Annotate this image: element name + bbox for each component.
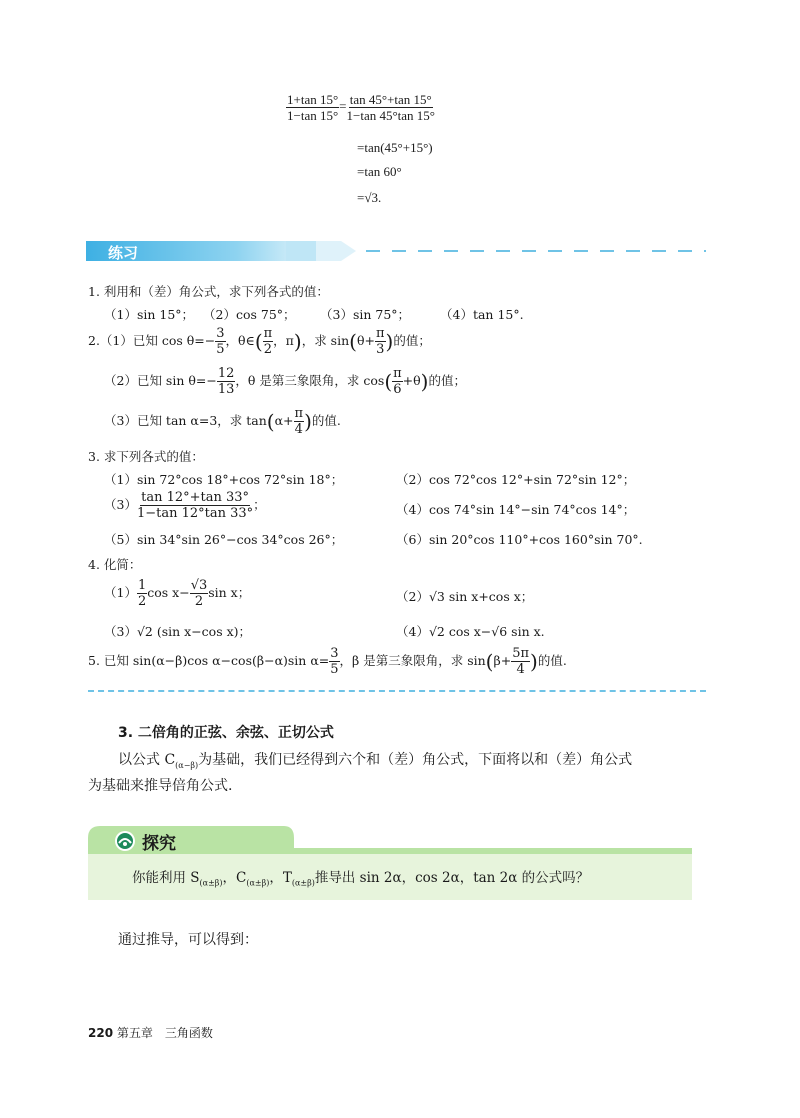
fraction: $\frac{12}{13}$ [217,366,235,397]
question-4-item-4: （4）√2 cos x−√6 sin x. [396,624,545,639]
question-3-item-1: （1）sin 72°cos 18°+cos 72°sin 18°； [104,472,344,487]
section-paragraph-line-2: 为基础来推导倍角公式. [88,778,233,794]
paren: ) [304,409,312,434]
question-3-item-2: （2）cos 72°cos 12°+sin 72°sin 12°； [396,472,636,487]
question-3-item-3: （3） $\frac{\tan 12^\circ+\tan 33^\circ}{1-\tan 12^\circ\tan 33^\circ}$ ； [104,490,266,521]
fraction: $\frac{1}{2}$ [137,578,147,609]
section-heading: 3. 二倍角的正弦、余弦、正切公式 [118,725,334,741]
derivation-step-4: =√3. [357,190,382,205]
paren: ( [254,329,263,354]
paren: ) [293,329,302,354]
rhs-fraction: $\frac{\tan 45^\circ+\tan 15^\circ}{1-\tan 45^\circ\tan 15^\circ}$ [346,92,436,123]
fraction: $\frac{\pi}{6}$ [393,366,402,397]
question-4-item-1: （1） $\frac{1}{2}$ cos x− $\frac{√3}{2}$ sin x； [104,578,251,609]
derivation-step-3: =tan 60° [357,164,402,179]
lhs-fraction: $\frac{1+\tan 15^\circ}{1-\tan 15^\circ}$ [287,92,339,123]
chapter-title: 第五章 三角函数 [116,1026,213,1040]
question-3-label: 3. 求下列各式的值： [88,449,204,464]
question-1-label: 1. 利用和（差）角公式，求下列各式的值： [88,284,329,299]
paren: ) [420,369,429,394]
question-2-part-2: （2）已知 sin θ=− $\frac{12}{13}$ ，θ 是第三象限角，求 cos( $\frac{\pi}{6}$ +θ)的值； [104,366,466,397]
paren: ( [485,649,494,674]
question-3-item-6: （6）sin 20°cos 110°+cos 160°sin 70°. [396,532,643,547]
page-number: 220 [88,1026,114,1040]
section-paragraph-line-1: 以公式 $C_{(\alpha-\beta)}$为基础，我们已经得到六个和（差）角公式，下面将以和（差）角公式 [118,752,633,770]
question-5: 5. 已知 sin(α−β)cos α−cos(β−α)sin α= $\frac{3}{5}$ ，β 是第三象限角，求 sin(β+ $\frac{5\pi}{4}$ )的值. [88,646,567,677]
practice-banner [86,238,706,264]
question-1-item-3: （3）sin 75°； [320,307,411,322]
fraction: $\frac{√3}{2}$ [190,578,208,609]
explore-box [88,826,692,900]
fraction: $\frac{\tan 12^\circ+\tan 33^\circ}{1-\tan 12^\circ\tan 33^\circ}$ [136,490,254,521]
question-4-item-2: （2）√3 sin x+cos x； [396,589,534,604]
explore-text: 你能利用 $S_{(\alpha\pm\beta)}$，$C_{(\alpha\pm\beta)}$，$T_{(\alpha\pm\beta)}$推导出 sin 2α，cos 2α，tan 2α 的公式吗？ [132,870,590,888]
practice-end-divider [88,690,706,692]
paren: ( [384,369,393,394]
fraction: $\frac{\pi}{3}$ [375,326,385,357]
fraction: $\frac{3}{5}$ [330,646,339,677]
paren: ) [385,329,394,354]
paren: ( [266,409,275,434]
question-1-item-1: （1）sin 15°； [104,307,195,322]
question-1-item-2: （2）cos 75°； [203,307,296,322]
fraction: $\frac{3}{5}$ [216,326,225,357]
fraction: $\frac{5\pi}{4}$ [512,646,530,677]
paren: ( [349,329,357,354]
explore-tab [88,826,692,856]
question-4-item-3: （3）√2 (sin x−cos x)； [104,624,252,639]
question-1-item-4: （4）tan 15°. [440,307,524,322]
practice-title: 练习 [108,244,139,262]
question-2-part-1: 2.（1）已知 cos θ=− $\frac{3}{5}$ ，θ∈( $\frac{\pi}{2}$ ，π)，求 sin(θ+ $\frac{\pi}{3}$ )的值； [88,326,431,357]
derivation-step-2: =tan(45°+15°) [357,140,433,155]
derivation-intro: 通过推导，可以得到： [118,932,258,948]
question-4-label: 4. 化简： [88,557,142,572]
page-footer [88,1024,213,1041]
explore-icon [114,830,136,852]
fraction: $\frac{\pi}{4}$ [294,406,304,437]
question-3-item-4: （4）cos 74°sin 14°−sin 74°cos 14°； [396,502,636,517]
question-3-item-5: （5）sin 34°sin 26°−cos 34°cos 26°； [104,532,344,547]
derivation: $\frac{1+\tan 15^\circ}{1-\tan 15^\circ}$ = $\frac{\tan 45^\circ+\tan 15^\circ}{1-\tan 45^\circ\tan 15^\circ}$ [287,92,436,123]
question-2-part-3: （3）已知 tan α=3，求 tan(α+ $\frac{\pi}{4}$ )的值. [104,406,341,437]
explore-title: 探究 [142,834,176,854]
paren: ) [530,649,538,674]
fraction: $\frac{\pi}{2}$ [263,326,273,357]
